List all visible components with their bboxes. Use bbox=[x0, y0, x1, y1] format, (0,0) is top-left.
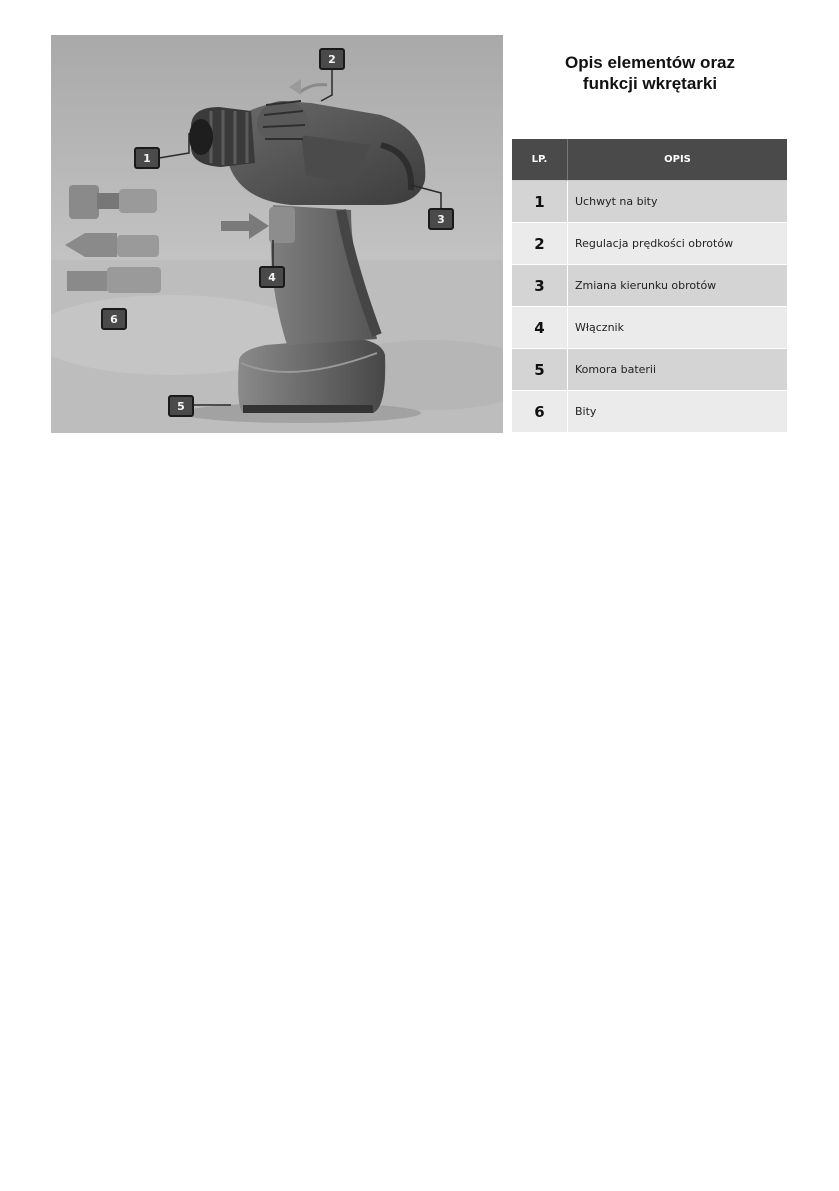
table-row bbox=[512, 307, 787, 349]
row-description: Uchwyt na bity bbox=[568, 181, 788, 223]
svg-text:4: 4 bbox=[268, 271, 276, 284]
row-number: 4 bbox=[512, 307, 568, 349]
speed-collar bbox=[257, 101, 309, 145]
row-number: 3 bbox=[512, 265, 568, 307]
header-lp: LP. bbox=[512, 139, 568, 181]
screwdriver-photo bbox=[51, 35, 503, 433]
battery-pack bbox=[238, 338, 385, 413]
header-opis: OPIS bbox=[568, 139, 788, 181]
svg-text:6: 6 bbox=[110, 313, 118, 326]
callout-2 bbox=[320, 49, 344, 69]
svg-text:5: 5 bbox=[177, 400, 185, 413]
table-row bbox=[512, 349, 787, 391]
row-number: 1 bbox=[512, 181, 568, 223]
row-description: Zmiana kierunku obrotów bbox=[568, 265, 788, 307]
row-number: 2 bbox=[512, 223, 568, 265]
row-number: 6 bbox=[512, 391, 568, 433]
row-description: Komora baterii bbox=[568, 349, 788, 391]
trigger-button bbox=[269, 207, 295, 243]
table-header-row bbox=[512, 139, 787, 181]
legend-table bbox=[512, 139, 787, 433]
row-description: Bity bbox=[568, 391, 788, 433]
svg-text:3: 3 bbox=[437, 213, 445, 226]
callout-4 bbox=[260, 267, 284, 287]
svg-text:2: 2 bbox=[328, 53, 336, 66]
callout-6 bbox=[102, 309, 126, 329]
row-description: Włącznik bbox=[568, 307, 788, 349]
table-row bbox=[512, 181, 787, 223]
callout-1 bbox=[135, 148, 159, 168]
svg-text:1: 1 bbox=[143, 152, 151, 165]
row-number: 5 bbox=[512, 349, 568, 391]
drill-bits bbox=[65, 185, 161, 293]
row-description: Regulacja prędkości obrotów bbox=[568, 223, 788, 265]
table-row bbox=[512, 223, 787, 265]
callout-5 bbox=[169, 396, 193, 416]
page-title bbox=[512, 52, 788, 94]
callout-3 bbox=[429, 209, 453, 229]
page-title-line-1: Opis elementów oraz bbox=[564, 53, 736, 72]
page-title-line-2: funkcji wkrętarki bbox=[582, 74, 718, 93]
table-row bbox=[512, 391, 787, 433]
table-row bbox=[512, 265, 787, 307]
bit-chuck bbox=[189, 107, 255, 167]
